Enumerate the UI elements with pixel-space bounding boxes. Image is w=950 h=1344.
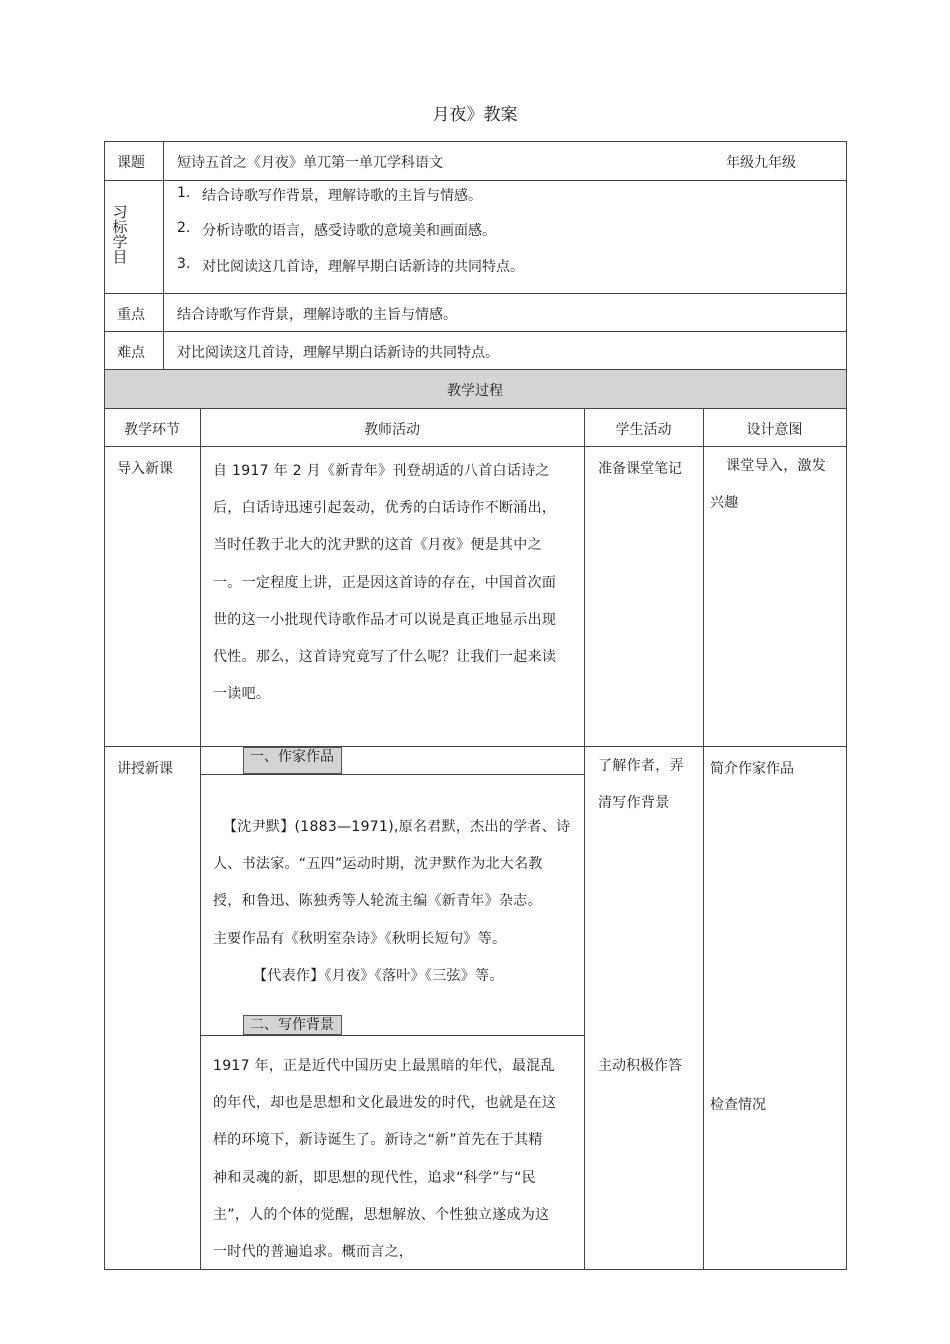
difficulty-label: 难点 bbox=[117, 345, 145, 361]
text-line: 的年代，却也是思想和文化最进发的时代，也就是在这 bbox=[213, 1095, 557, 1112]
author-intro bbox=[213, 809, 583, 995]
key-point-text: 结合诗歌写作背景，理解诗歌的主旨与情感。 bbox=[177, 307, 457, 323]
design-intent-author: 简介作家作品 bbox=[710, 761, 794, 777]
text-line: 清写作背景 bbox=[598, 795, 670, 812]
design-intent-intro bbox=[710, 448, 844, 522]
text-line: 一时代的普遍追求。概而言之， bbox=[213, 1244, 414, 1261]
text-line: 兴趣 bbox=[710, 495, 739, 512]
teacher-activity-intro bbox=[213, 453, 583, 713]
grade-text: 年级九年级 bbox=[726, 155, 796, 171]
text-line: 授，和鲁迅、陈独秀等人轮流主编《新青年》杂志。 bbox=[213, 893, 542, 910]
text-line: 一读吧。 bbox=[213, 686, 271, 703]
text-line: 了解作者，弄 bbox=[598, 758, 684, 774]
text-line: 自 1917 年 2 月《新青年》刊登胡适的八首白话诗之 bbox=[213, 463, 550, 479]
objective-text: 分析诗歌的语言，感受诗歌的意境美和画面感。 bbox=[202, 223, 496, 239]
text-line: 主要作品有《秋明室杂诗》《秋明长短句》等。 bbox=[213, 930, 507, 947]
objectives-label-char: 习 bbox=[112, 203, 128, 221]
text-line: 【沈尹默】(1883—1971),原名君默，杰出的学者、诗 bbox=[223, 819, 571, 835]
text-line: 人、书法家。“五四”运动时期，沈尹默作为北大名教 bbox=[213, 856, 543, 873]
writing-background bbox=[213, 1048, 583, 1271]
text-line: 当时任教于北大的沈尹默的这首《月夜》便是其中之 bbox=[213, 537, 542, 554]
column-header-student: 学生活动 bbox=[615, 422, 672, 438]
process-header: 教学过程 bbox=[447, 383, 503, 399]
objectives-label-char: 学 bbox=[112, 233, 128, 251]
stage-intro: 导入新课 bbox=[117, 461, 173, 477]
student-activity-intro: 准备课堂笔记 bbox=[598, 461, 682, 477]
design-intent-check: 检查情况 bbox=[710, 1097, 766, 1113]
section-tab-author: 一、作家作品 bbox=[243, 747, 342, 774]
objective-number: 3. bbox=[177, 256, 191, 272]
student-activity-answer: 主动积极作答 bbox=[598, 1058, 682, 1074]
text-line: 一。一定程度上讲，正是因这首诗的存在，中国首次面 bbox=[213, 574, 557, 591]
objectives-label-char: 目 bbox=[112, 248, 128, 266]
stage-lecture: 讲授新课 bbox=[117, 761, 173, 777]
text-line: 代性。那么，这首诗究竟写了什么呢？让我们一起来读 bbox=[213, 649, 557, 666]
student-activity-lecture bbox=[598, 748, 702, 822]
page-title: 月夜》教案 bbox=[432, 105, 518, 125]
column-header-stage: 教学环节 bbox=[124, 422, 180, 438]
text-line: 课堂导入，激发 bbox=[726, 458, 827, 474]
section-tab-background: 二、写作背景 bbox=[243, 1015, 342, 1035]
objective-number: 1. bbox=[177, 185, 191, 201]
objectives-label-char: 标 bbox=[112, 218, 128, 236]
subject-content: 短诗五首之《月夜》单兀第一单兀学科语文 bbox=[177, 155, 443, 171]
text-line: 主”，人的个体的觉醒，思想解放、个性独立遂成为这 bbox=[213, 1206, 550, 1223]
column-header-intent: 设计意图 bbox=[746, 422, 803, 438]
text-line: 后，白话诗迅速引起轰动，优秀的白话诗作不断涌出， bbox=[213, 500, 557, 517]
text-line: 世的这一小批现代诗歌作品才可以说是真正地显示出现 bbox=[213, 611, 557, 628]
key-point-label: 重点 bbox=[117, 307, 145, 323]
text-line: 1917 年，正是近代中国历史上最黑暗的年代，最混乱 bbox=[213, 1058, 555, 1074]
subject-label: 课题 bbox=[117, 155, 145, 171]
column-header-teacher: 教师活动 bbox=[364, 422, 420, 438]
text-line: 【代表作】《月夜》《落叶》《三弦》等。 bbox=[253, 967, 504, 984]
text-line: 神和灵魂的新，即思想的现代性，追求“科学”与“民 bbox=[213, 1169, 536, 1186]
text-line: 样的环境下，新诗诞生了。新诗之“新”首先在于其精 bbox=[213, 1132, 543, 1149]
objective-number: 2. bbox=[177, 220, 191, 236]
difficulty-text: 对比阅读这几首诗，理解早期白话新诗的共同特点。 bbox=[177, 345, 499, 361]
objective-text: 对比阅读这几首诗，理解早期白话新诗的共同特点。 bbox=[202, 259, 524, 275]
objective-text: 结合诗歌写作背景，理解诗歌的主旨与情感。 bbox=[202, 188, 482, 204]
objectives-label bbox=[112, 205, 128, 265]
